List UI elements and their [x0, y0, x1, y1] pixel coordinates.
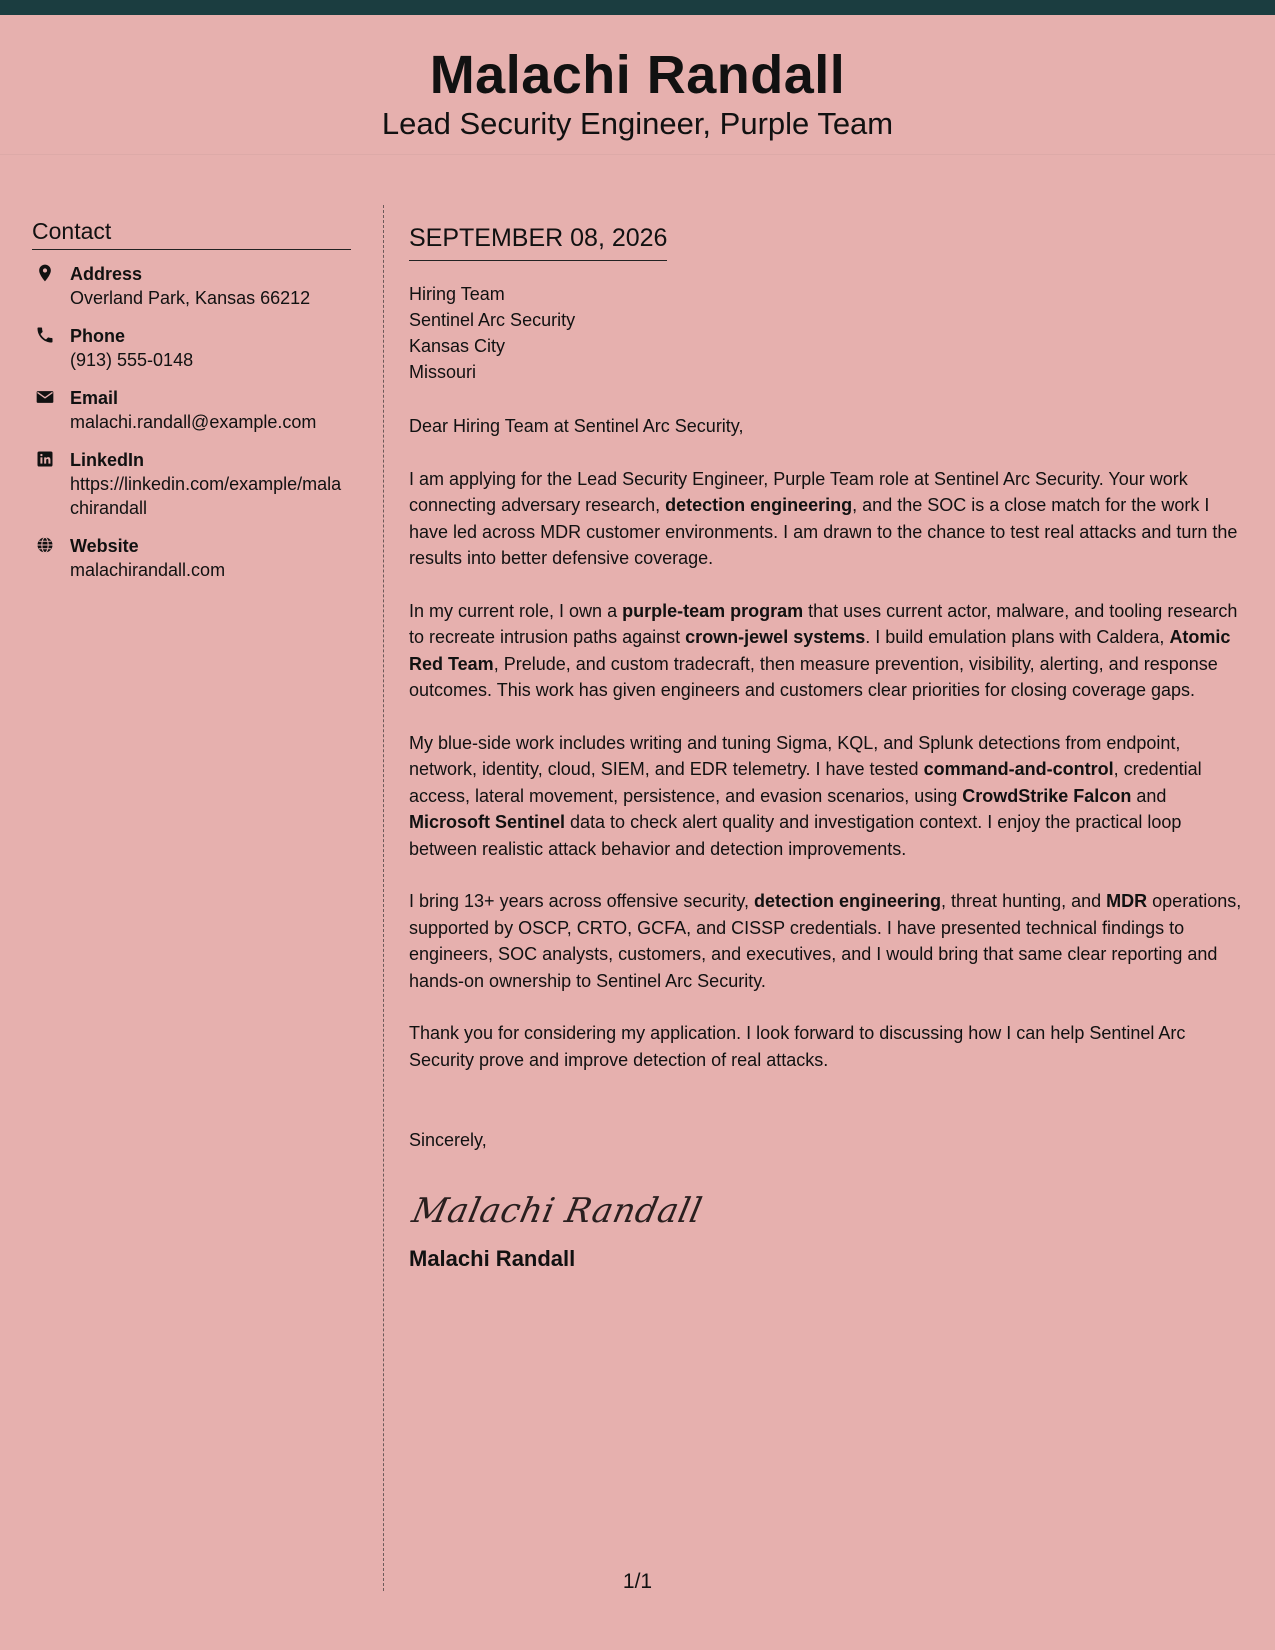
- paragraph-text: , and the SOC is a close match for the work I have led across MDR customer environments. I am drawn to the chance to test real attacks and turn the results into better defensive coverage.: [409, 495, 1238, 568]
- paragraph-text: , credential access, lateral movement, persistence, and evasion scenarios, using: [409, 759, 1202, 806]
- letter-paragraph: [409, 730, 1247, 863]
- contact-item-phone: [32, 324, 351, 372]
- recipient-line: Hiring Team: [409, 284, 505, 304]
- contact-label: LinkedIn: [70, 450, 145, 470]
- handwritten-signature: [409, 1182, 1247, 1234]
- letter-body: [409, 222, 1247, 1272]
- letter-paragraphs: [409, 466, 1247, 1074]
- phone-value[interactable]: (913) 555-0148: [70, 350, 194, 370]
- paragraph-text: I am applying for the Lead Security Engineer, Purple Team role at Sentinel Arc Security. Your work connecting adversary research,: [409, 468, 1188, 515]
- paragraph-text: Thank you for considering my application. I look forward to discussing how I can help Sentinel Arc Security prove and improve detection of real attacks.: [409, 1023, 1186, 1070]
- paragraph-text: , threat hunting, and: [941, 891, 1107, 911]
- address-value: Overland Park, Kansas 66212: [70, 288, 311, 308]
- paragraph-text: data to check alert quality and investigation context. I enjoy the practical loop between realistic attack behavior and detection improvements.: [409, 812, 1182, 859]
- paragraph-text: My blue-side work includes writing and tuning Sigma, KQL, and Splunk detections from endpoint, network, identity, cloud, SIEM, and EDR telemetry. I have tested: [409, 732, 1181, 779]
- contact-label: Email: [70, 388, 119, 408]
- contact-list: [32, 262, 351, 582]
- contact-label: Phone: [70, 326, 126, 346]
- contact-label: Address: [70, 264, 143, 284]
- paragraph-text: I bring 13+ years across offensive security,: [409, 891, 754, 911]
- linkedin-icon: [35, 449, 57, 471]
- emphasis-text: crown-jewel systems: [685, 627, 866, 647]
- emphasis-text: detection engineering: [665, 495, 853, 515]
- paragraph-text: In my current role, I own a: [409, 600, 623, 621]
- letter-paragraph: [409, 466, 1247, 572]
- contact-label: Website: [70, 536, 139, 556]
- recipient-block: [409, 281, 1247, 385]
- paragraph-text: and: [1131, 785, 1167, 806]
- letter-date: SEPTEMBER 08, 2026: [409, 222, 667, 261]
- envelope-icon: [35, 387, 57, 409]
- signed-name: Malachi Randall: [409, 1245, 576, 1271]
- emphasis-text: MDR: [1106, 891, 1148, 911]
- emphasis-text: Microsoft Sentinel: [409, 812, 566, 832]
- closing: Sincerely,: [409, 1130, 487, 1150]
- contact-item-website: [32, 534, 351, 582]
- map-pin-icon: [35, 263, 57, 285]
- emphasis-text: Atomic Red Team: [409, 627, 1231, 674]
- candidate-name: Malachi Randall: [429, 45, 846, 105]
- recipient-line: Missouri: [409, 362, 477, 382]
- candidate-title: Lead Security Engineer, Purple Team: [381, 106, 894, 141]
- signature-text: Malachi Randall: [409, 1190, 706, 1231]
- emphasis-text: detection engineering: [754, 891, 942, 911]
- emphasis-text: CrowdStrike Falcon: [962, 785, 1132, 806]
- contact-item-address: [32, 262, 351, 310]
- contact-item-linkedin: [32, 448, 351, 520]
- page-number: 1/1: [622, 1570, 653, 1593]
- paragraph-text: that uses current actor, malware, and tooling research to recreate intrusion paths against: [409, 600, 1238, 647]
- email-value[interactable]: malachi.randall@example.com: [70, 412, 317, 432]
- recipient-line: Sentinel Arc Security: [409, 310, 576, 330]
- contact-sidebar: [32, 218, 351, 596]
- contact-heading: Contact: [32, 218, 351, 250]
- contact-item-email: [32, 386, 351, 434]
- column-divider: [383, 205, 384, 1591]
- website-value[interactable]: malachirandall.com: [70, 560, 226, 580]
- letter-paragraph: [409, 598, 1247, 704]
- salutation: Dear Hiring Team at Sentinel Arc Security,: [409, 416, 744, 436]
- recipient-line: Kansas City: [409, 336, 506, 356]
- paragraph-text: . I build emulation plans with Caldera,: [865, 627, 1170, 647]
- top-accent-bar: [0, 0, 1275, 15]
- emphasis-text: command-and-control: [923, 759, 1114, 779]
- letter-paragraph: [409, 1020, 1247, 1073]
- linkedin-value[interactable]: https://linkedin.com/example/malachirandall: [70, 474, 342, 518]
- paragraph-text: operations, supported by OSCP, CRTO, GCFA, and CISSP credentials. I have presented technical findings to engineers, SOC analysts, customers, and executives, and I would bring that same clear reporting and hands-on ownership to Sentinel Arc Security.: [409, 891, 1242, 991]
- emphasis-text: purple-team program: [622, 600, 804, 621]
- header: [0, 15, 1275, 155]
- paragraph-text: , Prelude, and custom tradecraft, then measure prevention, visibility, alerting, and response outcomes. This work has given engineers and customers clear priorities for closing coverage gaps.: [409, 653, 1218, 700]
- globe-icon: [35, 535, 57, 557]
- letter-paragraph: [409, 888, 1247, 994]
- phone-icon: [35, 325, 57, 347]
